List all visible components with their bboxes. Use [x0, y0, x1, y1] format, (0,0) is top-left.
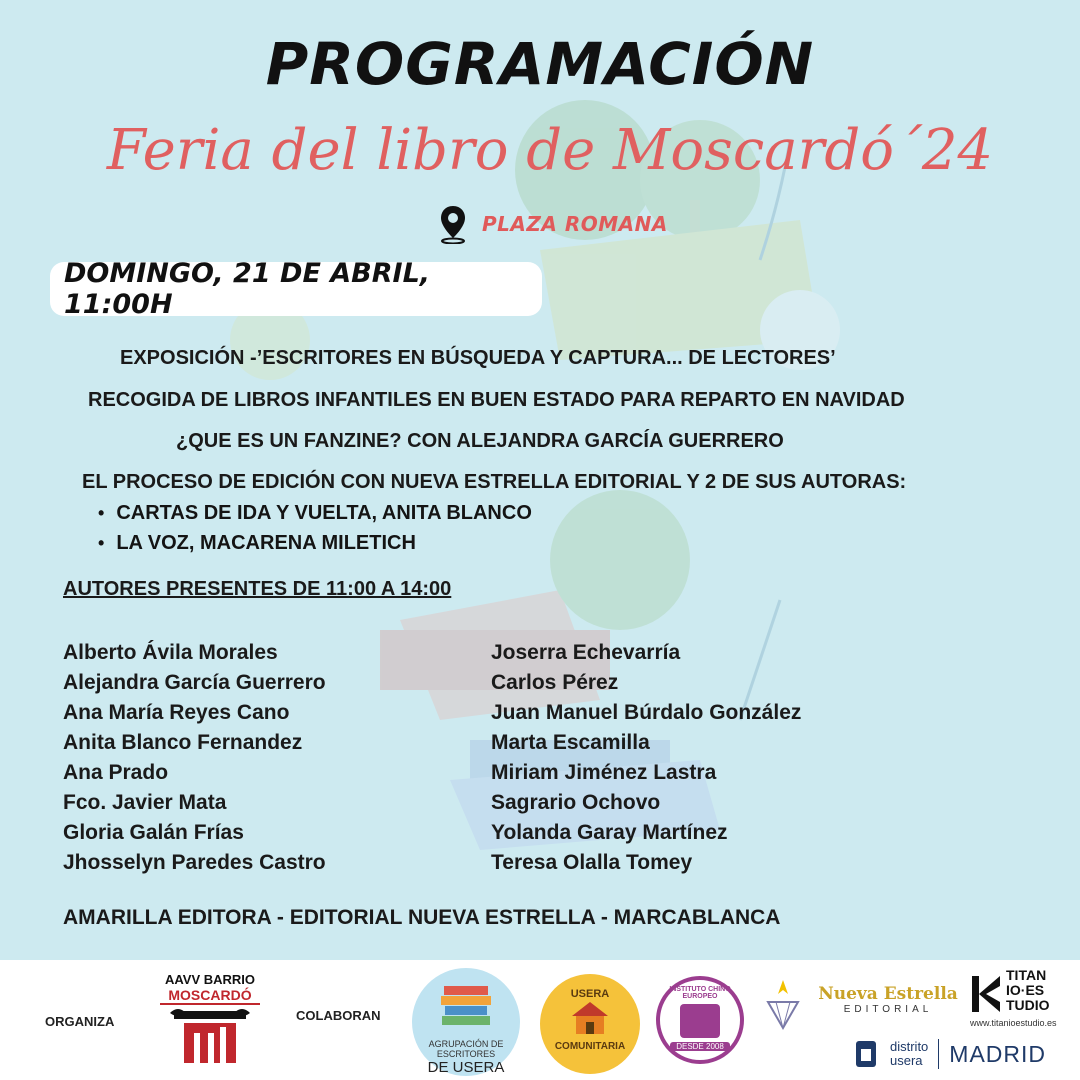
aavv-logo-line2: MOSCARDÓ — [160, 987, 260, 1005]
author-name: Miriam Jiménez Lastra — [491, 761, 717, 784]
titanio-estudio-logo — [970, 968, 1070, 1030]
author-name: Carlos Pérez — [491, 671, 619, 694]
activity-exposicion: EXPOSICIÓN -’ESCRITORES EN BÚSQUEDA Y CAPTURA... DE LECTORES’ — [120, 347, 836, 369]
author-name: Gloria Galán Frías — [63, 821, 244, 844]
list-item: • CARTAS DE IDA Y VUELTA, ANITA BLANCO — [98, 498, 532, 528]
authors-list-left — [63, 638, 326, 878]
nueva-estrella-sub: EDITORIAL — [843, 1004, 933, 1015]
instituto-name: INSTITUTO CHINO EUROPEO — [669, 986, 731, 1000]
author-name: Alejandra García Guerrero — [63, 671, 326, 694]
list-item: • LA VOZ, MACARENA MILETICH — [98, 528, 532, 558]
agrupacion-small-text: AGRUPACIÓN DE ESCRITORES — [428, 1039, 504, 1059]
madrid-crest-icon — [854, 1039, 878, 1069]
activity-fanzine: ¿QUE ES UN FANZINE? CON ALEJANDRA GARCÍA GUERRERO — [176, 430, 784, 452]
author-name: Joserra Echevarría — [491, 641, 681, 664]
aavv-moscardo-logo — [160, 972, 260, 1072]
divider — [938, 1039, 939, 1069]
author-name: Fco. Javier Mata — [63, 791, 227, 814]
titanio-line2: IO·ES — [1006, 982, 1045, 998]
author-name: Sagrario Ochovo — [491, 791, 661, 814]
madrid-usera-logo — [854, 1034, 1074, 1074]
location-pin-icon — [438, 204, 468, 244]
authors-list-right — [491, 638, 801, 878]
usera-comunitaria-top: USERA — [570, 988, 610, 1000]
author-name: Juan Manuel Búrdalo González — [491, 701, 802, 724]
diamond-icon — [758, 974, 808, 1034]
author-name: Alberto Ávila Morales — [63, 641, 278, 664]
author-name: Yolanda Garay Martínez — [491, 821, 728, 844]
author-name: Ana Prado — [63, 761, 169, 784]
author-name: Marta Escamilla — [491, 731, 650, 754]
titanio-url: www.titanioestudio.es — [970, 1018, 1057, 1028]
edicion-bullet-list — [98, 498, 532, 558]
activity-recogida: RECOGIDA DE LIBROS INFANTILES EN BUEN ESTADO PARA REPARTO EN NAVIDAD — [88, 389, 905, 411]
author-name: Ana María Reyes Cano — [63, 701, 290, 724]
sponsors-footer — [0, 960, 1080, 1080]
author-name: Jhosselyn Paredes Castro — [63, 851, 326, 874]
chinese-emblem-icon — [680, 1004, 720, 1038]
usera-comunitaria-bottom: COMUNITARIA — [554, 1041, 626, 1052]
titanio-k-icon — [970, 972, 1004, 1016]
diamond-logo — [758, 974, 808, 1034]
publishers-line: AMARILLA EDITORA - EDITORIAL NUEVA ESTRELLA - MARCABLANCA — [63, 906, 781, 929]
usera-comunitaria-logo — [540, 974, 640, 1074]
agrupacion-escritores-usera-logo — [412, 968, 520, 1076]
nueva-estrella-logo — [818, 984, 958, 1015]
titanio-line3: TUDIO — [1006, 997, 1050, 1013]
aavv-logo-line1: AAVV BARRIO — [164, 972, 256, 987]
instituto-desde: DESDE 2008 — [670, 1042, 730, 1051]
nueva-estrella-name: Nueva Estrella — [818, 984, 958, 1004]
author-name: Anita Blanco Fernandez — [63, 731, 303, 754]
location-text: PLAZA ROMANA — [482, 212, 668, 236]
distrito-line2: usera — [890, 1053, 923, 1068]
column-icon — [160, 1005, 260, 1065]
house-icon — [568, 1000, 612, 1036]
titanio-line1: TITAN — [1006, 967, 1047, 983]
agrupacion-de-usera: DE USERA — [427, 1059, 505, 1076]
instituto-chino-europeo-logo — [656, 976, 744, 1064]
date-badge: DOMINGO, 21 DE ABRIL, 11:00H — [50, 262, 542, 316]
location — [438, 204, 668, 244]
page-title: PROGRAMACIÓN — [265, 30, 815, 98]
books-icon — [436, 978, 496, 1034]
authors-heading: AUTORES PRESENTES DE 11:00 A 14:00 — [63, 578, 452, 600]
distrito-line1: distrito — [890, 1039, 929, 1054]
activity-edicion: EL PROCESO DE EDICIÓN CON NUEVA ESTRELLA EDITORIAL Y 2 DE SUS AUTORAS: — [82, 471, 907, 493]
organiza-label: ORGANIZA — [45, 1014, 115, 1029]
colaboran-label: COLABORAN — [296, 1008, 381, 1023]
madrid-text: MADRID — [949, 1040, 1047, 1067]
author-name: Teresa Olalla Tomey — [491, 851, 693, 874]
event-subtitle: Feria del libro de Moscardó´24 — [106, 118, 994, 183]
